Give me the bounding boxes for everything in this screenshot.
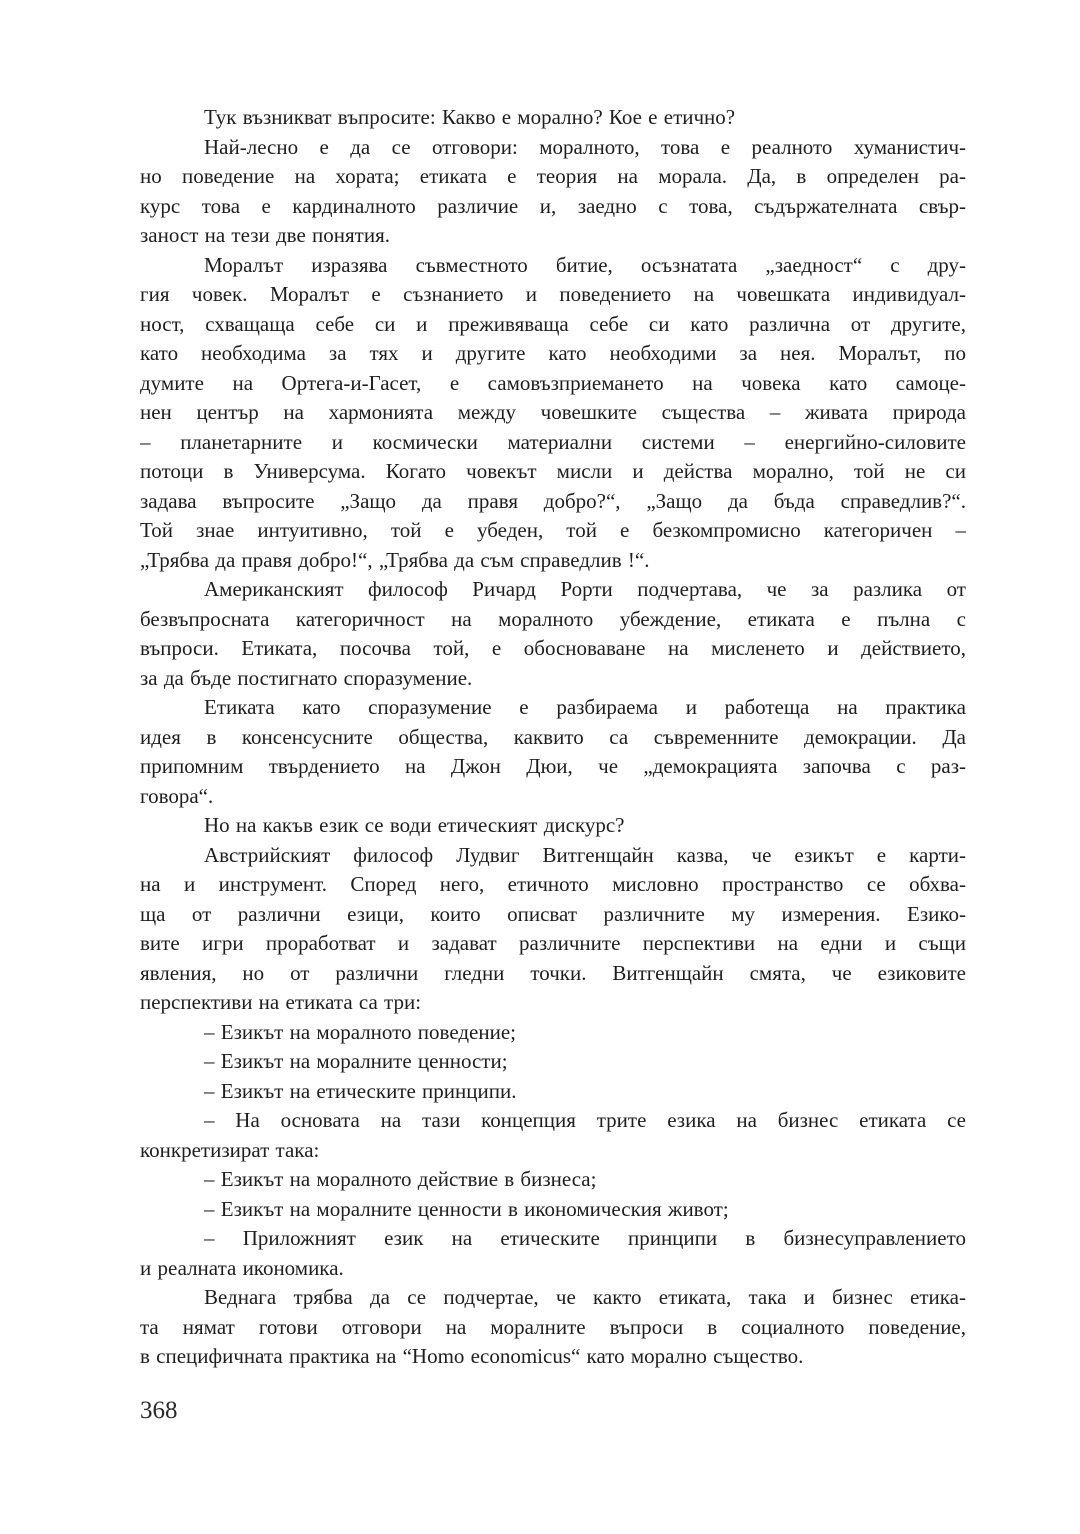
paragraph (140, 1106, 966, 1165)
paragraph (140, 133, 966, 251)
text-line: Етиката като споразумение е разбираема и работеща на практика (204, 695, 966, 719)
paragraph (140, 1165, 966, 1195)
text-line: – Езикът на моралното поведение; (204, 1019, 517, 1044)
paragraph (140, 1224, 966, 1283)
text-line: думите на Ортега-и-Гасет, е самовъзприемането на човека като самоце- (140, 370, 966, 395)
text-line: гия човек. Моралът е съзнанието и поведението на човешката индивидуал- (140, 282, 966, 306)
text-line: безвъпросната категоричност на моралното убеждение, етиката е пълна с (140, 606, 966, 631)
text-line: та нямат готови отговори на моралните въпроси в социалното поведение, (140, 1314, 966, 1339)
paragraph (140, 841, 966, 1018)
paragraph (140, 1283, 966, 1372)
text-line: припомним твърдението на Джон Дюи, че „демокрацията започва с раз- (140, 754, 966, 778)
text-line: говора“. (140, 783, 214, 808)
text-line: Веднага трябва да се подчертае, че както етиката, така и бизнес етика- (204, 1285, 966, 1309)
text-line: курс това е кардиналното различие и, заедно с това, съдържателната свър- (140, 193, 966, 218)
page-text-block (140, 103, 966, 1372)
text-line: – планетарните и космически материални системи – енергийно-силовите (140, 429, 966, 454)
text-line: явления, но от различни гледни точки. Витгенщайн смята, че езиковите (140, 960, 966, 985)
text-line: – Езикът на моралното действие в бизнеса; (204, 1167, 597, 1191)
text-line: и реалната икономика. (140, 1255, 344, 1280)
text-line: Но на какъв език се води етическият дискурс? (204, 813, 625, 837)
paragraph (140, 1195, 966, 1225)
text-line: „Трябва да правя добро!“, „Трябва да съм справедлив !“. (140, 547, 650, 572)
text-line: задава въпросите „Защо да правя добро?“, „Защо да бъда справедлив?“. (140, 488, 966, 513)
paragraph (140, 1077, 966, 1107)
text-line: вите игри проработват и задават различните перспективи на едни и същи (140, 931, 966, 955)
text-line: но поведение на хората; етиката е теория на морала. Да, в определен ра- (140, 164, 966, 188)
text-line: конкретизират така: (140, 1137, 320, 1162)
text-line: идея в консенсусните общества, каквито са съвременните демокрации. Да (140, 724, 966, 749)
text-line: перспективи на етиката са три: (140, 990, 422, 1014)
text-line: нен център на хармонията между човешките същества – живата природа (140, 400, 966, 424)
paragraph (140, 693, 966, 811)
text-line: Най-лесно е да се отговори: моралното, това е реалното хуманистич- (204, 134, 966, 159)
text-line: за да бъде постигнато споразумение. (140, 665, 473, 690)
text-line: на и инструмент. Според него, етичното мисловно пространство се обхва- (140, 872, 966, 896)
text-line: – Езикът на етическите принципи. (204, 1078, 517, 1103)
text-line: Австрийският философ Лудвиг Витгенщайн казва, че езикът е карти- (204, 842, 966, 867)
text-line: Моралът изразява съвместното битие, осъзнатата „заедност“ с дру- (204, 252, 966, 277)
text-line: потоци в Универсума. Когато човекът мисли и действа морално, той не си (140, 459, 966, 483)
text-line: заност на тези две понятия. (140, 223, 390, 247)
text-line: – Езикът на моралните ценности в икономическия живот; (204, 1196, 729, 1221)
paragraph (140, 575, 966, 693)
paragraph (140, 1018, 966, 1048)
text-line: – На основата на тази концепция трите езика на бизнес етиката се (204, 1108, 966, 1132)
text-line: като необходима за тях и другите като необходими за нея. Моралът, по (140, 341, 966, 365)
paragraph (140, 251, 966, 576)
text-line: – Приложният език на етическите принципи в бизнесуправлението (204, 1226, 966, 1250)
text-line: ност, схващаща себе си и преживяваща себе си като различна от другите, (140, 311, 966, 336)
text-line: въпроси. Етиката, посочва той, е обосноваване на мисленето и действието, (140, 636, 966, 660)
paragraph (140, 811, 966, 841)
text-line: Той знае интуитивно, той е убеден, той е безкомпромисно категоричен – (140, 518, 966, 542)
text-line: – Езикът на моралните ценности; (204, 1049, 508, 1073)
paragraph (140, 103, 966, 133)
page-number: 368 (140, 1397, 178, 1424)
text-line: ща от различни езици, които описват различните му измерения. Езико- (140, 901, 966, 926)
paragraph (140, 1047, 966, 1077)
text-line: в специфичната практика на “Homo economicus“ като морално същество. (140, 1344, 804, 1368)
text-line: Американският философ Ричард Рорти подчертава, че за разлика от (204, 577, 966, 601)
text-line: Тук възникват въпросите: Какво е морално? Кое е етично? (204, 105, 736, 129)
